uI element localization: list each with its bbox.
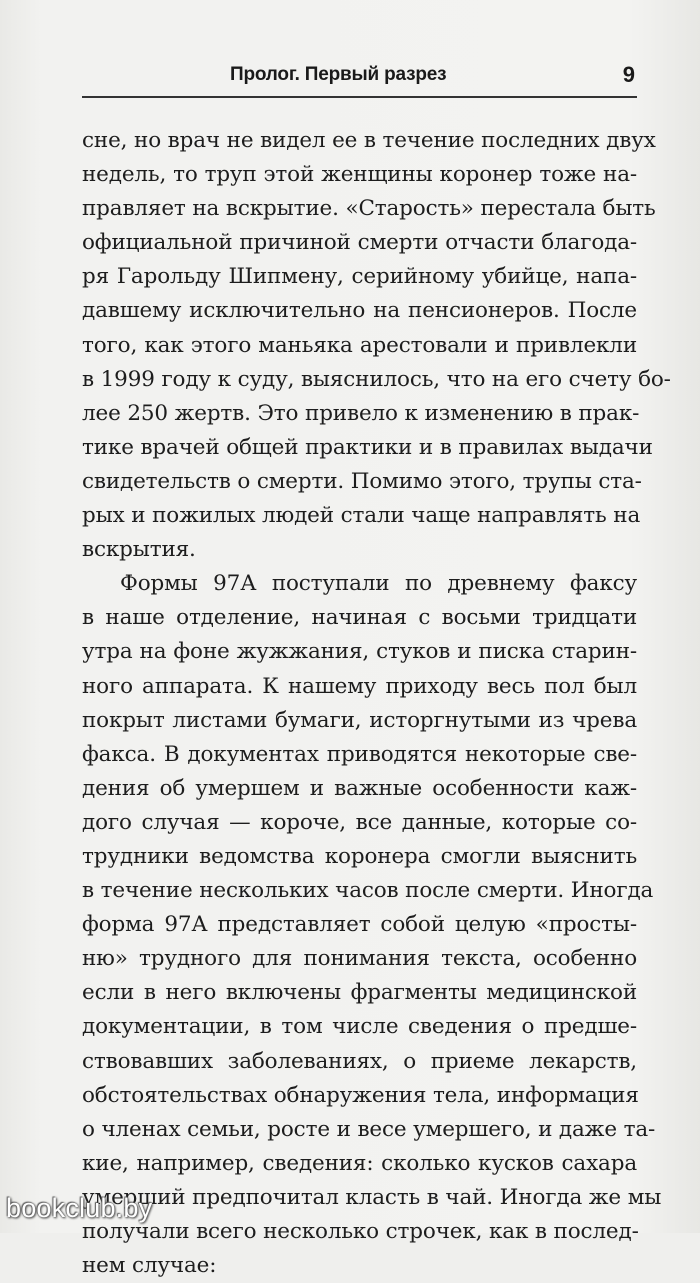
text-line: вскрытия. — [82, 537, 196, 563]
text-line: ного аппарата. К нашему приходу весь пол был — [82, 673, 637, 699]
text-line: давшему исключительно на пенсионеров. После — [82, 298, 637, 324]
text-line: недель, то труп этой женщины коронер тоже на- — [82, 162, 637, 188]
text-line: утра на фоне жужжания, стуков и писка старин- — [82, 639, 637, 665]
running-head: Пролог. Первый разрез — [230, 64, 447, 85]
text-line: свидетельств о смерти. Помимо этого, трупы ста- — [82, 468, 642, 494]
text-line: обстоятельствах обнаружения тела, информация — [82, 1082, 639, 1108]
text-line: того, как этого маньяка арестовали и привлекли — [82, 332, 637, 358]
text-line: рых и пожилых людей стали чаще направлять на — [82, 503, 641, 529]
text-line: получали всего несколько строчек, как в послед- — [82, 1219, 639, 1244]
text-line: правляет на вскрытие. «Старость» перестала быть — [82, 196, 656, 222]
text-line: факса. В документах приводятся некоторые све- — [82, 741, 637, 767]
watermark-logo: bookclub.by — [6, 1193, 153, 1223]
text-line: сне, но врач не видел ее в течение последних двух — [82, 128, 656, 153]
body-text — [82, 124, 671, 1283]
page-number: 9 — [622, 62, 635, 87]
text-line: форма 97А представляет собой целую «просты- — [82, 912, 637, 938]
text-line: умерший предпочитал класть в чай. Иногда же мы — [82, 1184, 662, 1210]
text-line: в наше отделение, начиная с восьми тридцати — [82, 605, 637, 631]
text-line: ню» трудного для понимания текста, особенно — [82, 946, 637, 972]
text-line: дения об умершем и важные особенности каж- — [82, 775, 637, 801]
text-line: если в него включены фрагменты медицинской — [82, 980, 637, 1006]
text-line: покрыт листами бумаги, исторгнутыми из чрева — [82, 707, 637, 733]
text-line: Формы 97А поступали по древнему факсу — [120, 571, 637, 597]
text-line: нем случае: — [82, 1253, 217, 1279]
text-line: ря Гарольду Шипмену, серийному убийце, напа- — [82, 264, 637, 290]
text-line: документации, в том числе сведения о предше- — [82, 1014, 637, 1040]
page-header — [82, 60, 637, 98]
text-line: в 1999 году к суду, выяснилось, что на его счету бо- — [82, 366, 671, 392]
text-line: трудники ведомства коронера смогли выяснить — [82, 843, 637, 869]
text-line: ствовавших заболеваниях, о приеме лекарств, — [82, 1048, 637, 1074]
text-line: о членах семьи, росте и весе умершего, и даже та- — [82, 1116, 656, 1142]
text-line: в течение нескольких часов после смерти. Иногда — [82, 878, 654, 904]
text-line: тике врачей общей практики и в правилах выдачи — [82, 434, 653, 460]
text-line: официальной причиной смерти отчасти благода- — [82, 230, 637, 256]
text-line: дого случая — короче, все данные, которые со- — [82, 809, 637, 835]
text-line: кие, например, сведения: сколько кусков сахара — [82, 1150, 637, 1176]
text-line: лее 250 жертв. Это привело к изменению в прак- — [82, 400, 640, 426]
